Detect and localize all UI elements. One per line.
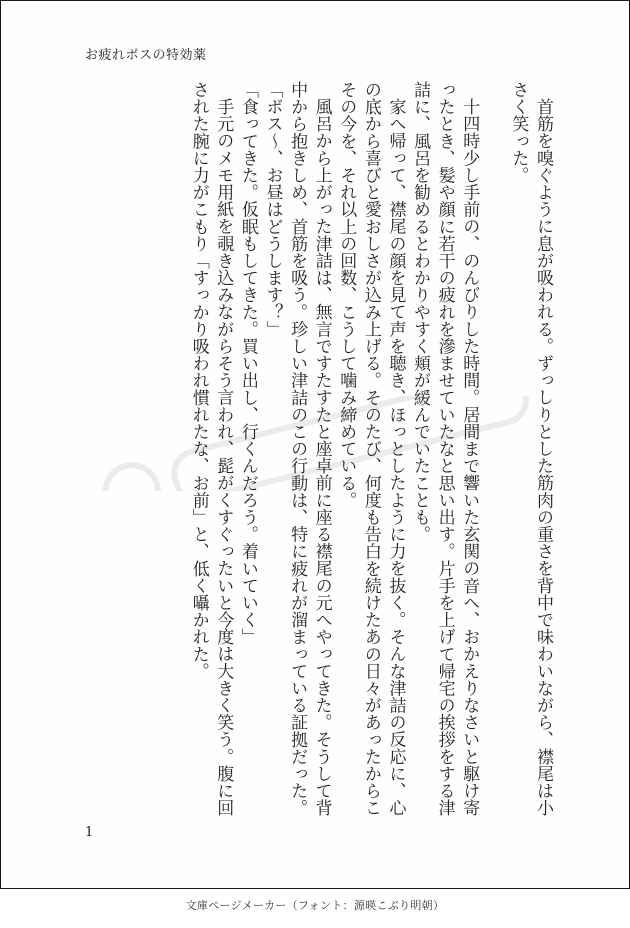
paragraph: 手元のメモ用紙を覗き込みながらそう言われ、髭がくすぐったいと今度は大きく笑う。腹に回された腕に力がこもり「すっかり吸われ慣れたな、お前」と、低く囁かれた。	[188, 81, 234, 817]
paragraph: 十四時少し手前の、のんびりした時間。居間まで響いた玄関の音へ、おかえりなさいと駆け寄ったとき、髪や顔に若干の疲れを滲ませていたなと思い出す。片手を上げて帰宅の挨拶をする津詰に、風呂を勧めるとわかりやすく頬が緩んでいたことも。	[410, 81, 480, 817]
page-number: 1	[85, 825, 94, 840]
page-title: お疲れボスの特効薬	[85, 48, 207, 63]
dialogue-line: 「食ってきた。仮眠もしてきた。買い出し、行くんだろう。着いていく」	[237, 81, 258, 646]
paragraph: 首筋を嗅ぐように息が吸われる。ずっしりとした筋肉の重さを背中で味わいながら、襟尾は小さく笑った。	[508, 81, 553, 817]
vertical-text-body	[85, 81, 555, 821]
paragraph: 風呂から上がった津詰は、無言ですたすたと座卓前に座る襟尾の元へやってきた。そうして背中から抱きしめ、首筋を吸う。珍しい津詰のこの行動は、特に疲れが溜まっている証拠だった。	[287, 81, 332, 817]
dialogue-line: 「ボス～、お昼はどうします？」	[262, 81, 283, 338]
footer-credit: 文庫ページメーカー（フォント：源暎こぶり明朝）	[185, 899, 445, 912]
paragraph: 家へ帰って、襟尾の顔を見て声を聴き、ほっとしたように力を抜く。そんな津詰の反応に、心の底から喜びと愛おしさが込み上げる。そのたび、何度も告白を続けたあの日々があったからこその今を、それ以上の回数、こうして噛み締めている。	[336, 81, 406, 817]
blank-line	[481, 81, 506, 821]
